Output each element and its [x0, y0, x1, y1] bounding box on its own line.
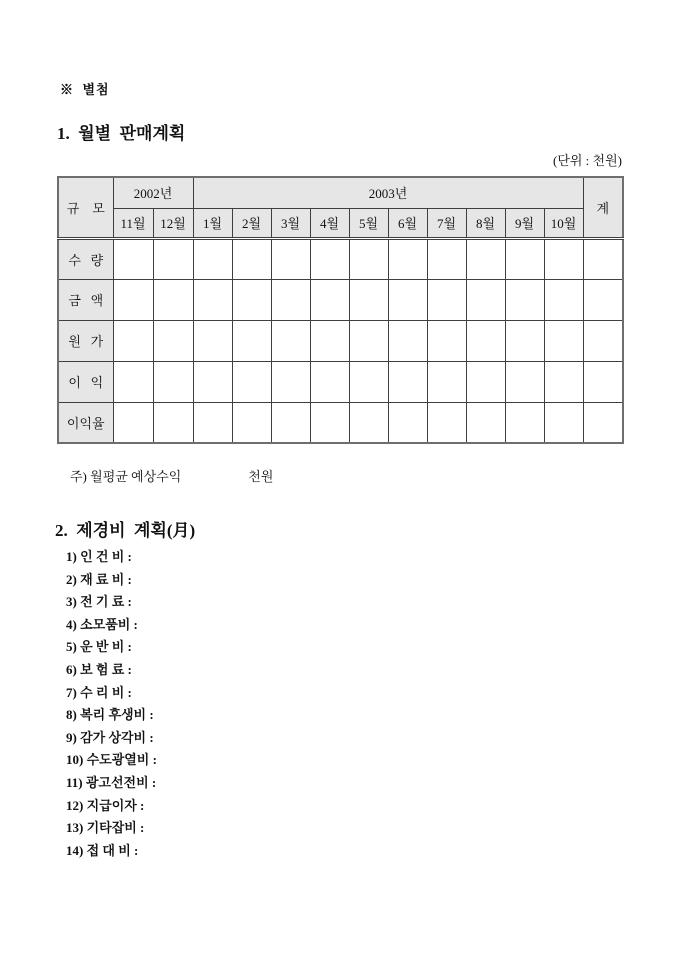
row-label: 이익율 — [58, 402, 113, 443]
section1-title: 1. 월별 판매계획 — [57, 124, 186, 143]
total-header-cell: 계 — [583, 177, 623, 238]
expense-item: 8) 복리 후생비 : — [66, 707, 154, 723]
data-cell — [505, 238, 544, 279]
expense-item: 13) 기타잡비 : — [66, 820, 145, 836]
data-cell — [505, 320, 544, 361]
month-header: 3월 — [271, 208, 310, 238]
month-header: 2월 — [232, 208, 271, 238]
month-header: 1월 — [193, 208, 232, 238]
data-cell — [427, 279, 466, 320]
expense-item: 2) 재 료 비 : — [66, 571, 132, 587]
data-cell — [427, 238, 466, 279]
expense-item: 4) 소모품비 : — [66, 616, 138, 632]
corner-header-cell: 규 모 — [58, 177, 113, 238]
monthly-sales-plan-table — [57, 176, 624, 444]
month-header: 9월 — [505, 208, 544, 238]
data-cell — [544, 238, 583, 279]
data-cell — [544, 402, 583, 443]
table-row-cost — [58, 320, 623, 361]
data-cell — [427, 361, 466, 402]
data-cell — [271, 279, 310, 320]
year-2002-header: 2002년 — [113, 177, 193, 208]
month-header: 5월 — [349, 208, 388, 238]
data-cell — [113, 320, 153, 361]
month-header: 6월 — [388, 208, 427, 238]
data-cell — [349, 320, 388, 361]
table-header-row-years — [58, 177, 623, 208]
data-cell — [583, 238, 623, 279]
row-label: 금 액 — [58, 279, 113, 320]
data-cell — [583, 279, 623, 320]
data-cell — [388, 320, 427, 361]
month-header: 12월 — [153, 208, 193, 238]
data-cell — [193, 361, 232, 402]
data-cell — [232, 238, 271, 279]
row-label: 원 가 — [58, 320, 113, 361]
expense-item: 12) 지급이자 : — [66, 797, 145, 813]
data-cell — [193, 320, 232, 361]
data-cell — [583, 320, 623, 361]
table-row-amount — [58, 279, 623, 320]
data-cell — [153, 402, 193, 443]
year-2003-header: 2003년 — [193, 177, 583, 208]
expense-item: 14) 접 대 비 : — [66, 842, 139, 858]
data-cell — [271, 402, 310, 443]
data-cell — [505, 402, 544, 443]
expense-item: 10) 수도광열비 : — [66, 752, 157, 768]
data-cell — [505, 279, 544, 320]
data-cell — [153, 361, 193, 402]
data-cell — [544, 279, 583, 320]
data-cell — [113, 361, 153, 402]
expense-item: 11) 광고선전비 : — [66, 774, 157, 790]
data-cell — [388, 238, 427, 279]
data-cell — [310, 279, 349, 320]
table-header-row-months — [58, 208, 623, 238]
footnote-suffix: 천원 — [248, 469, 274, 484]
footnote-prefix: 주) 월평균 예상수익 — [70, 469, 182, 484]
data-cell — [544, 361, 583, 402]
data-cell — [113, 238, 153, 279]
table-footnote — [57, 450, 273, 501]
data-cell — [388, 279, 427, 320]
data-cell — [583, 361, 623, 402]
month-header: 8월 — [466, 208, 505, 238]
data-cell — [310, 361, 349, 402]
data-cell — [349, 402, 388, 443]
expense-item: 3) 전 기 료 : — [66, 594, 132, 610]
data-cell — [232, 279, 271, 320]
data-cell — [505, 361, 544, 402]
data-cell — [113, 279, 153, 320]
data-cell — [271, 320, 310, 361]
data-cell — [232, 320, 271, 361]
month-header: 11월 — [113, 208, 153, 238]
data-cell — [113, 402, 153, 443]
data-cell — [466, 238, 505, 279]
data-cell — [271, 238, 310, 279]
data-cell — [193, 238, 232, 279]
expense-item: 9) 감가 상각비 : — [66, 729, 154, 745]
data-cell — [583, 402, 623, 443]
data-cell — [193, 402, 232, 443]
data-cell — [349, 279, 388, 320]
data-cell — [232, 361, 271, 402]
data-cell — [153, 279, 193, 320]
month-header: 7월 — [427, 208, 466, 238]
month-header: 4월 — [310, 208, 349, 238]
table-row-profit — [58, 361, 623, 402]
row-label: 이 익 — [58, 361, 113, 402]
data-cell — [349, 238, 388, 279]
data-cell — [466, 279, 505, 320]
data-cell — [466, 402, 505, 443]
data-cell — [388, 402, 427, 443]
data-cell — [349, 361, 388, 402]
data-cell — [153, 320, 193, 361]
data-cell — [544, 320, 583, 361]
section2-title: 2. 제경비 계획(月) — [55, 521, 196, 540]
expense-list — [66, 546, 157, 862]
month-header: 10월 — [544, 208, 583, 238]
data-cell — [427, 320, 466, 361]
data-cell — [193, 279, 232, 320]
table-row-quantity — [58, 238, 623, 279]
data-cell — [310, 402, 349, 443]
expense-item: 1) 인 건 비 : — [66, 549, 132, 564]
data-cell — [466, 320, 505, 361]
expense-item: 5) 운 반 비 : — [66, 639, 132, 655]
expense-item: 6) 보 험 료 : — [66, 661, 132, 677]
data-cell — [310, 238, 349, 279]
data-cell — [232, 402, 271, 443]
data-cell — [271, 361, 310, 402]
data-cell — [153, 238, 193, 279]
data-cell — [388, 361, 427, 402]
attachment-note: ※ 별첨 — [60, 82, 110, 97]
data-cell — [427, 402, 466, 443]
data-cell — [466, 361, 505, 402]
unit-label: (단위 : 천원) — [552, 153, 622, 168]
table-row-profit-rate — [58, 402, 623, 443]
row-label: 수 량 — [58, 238, 113, 279]
data-cell — [310, 320, 349, 361]
expense-item: 7) 수 리 비 : — [66, 684, 132, 700]
